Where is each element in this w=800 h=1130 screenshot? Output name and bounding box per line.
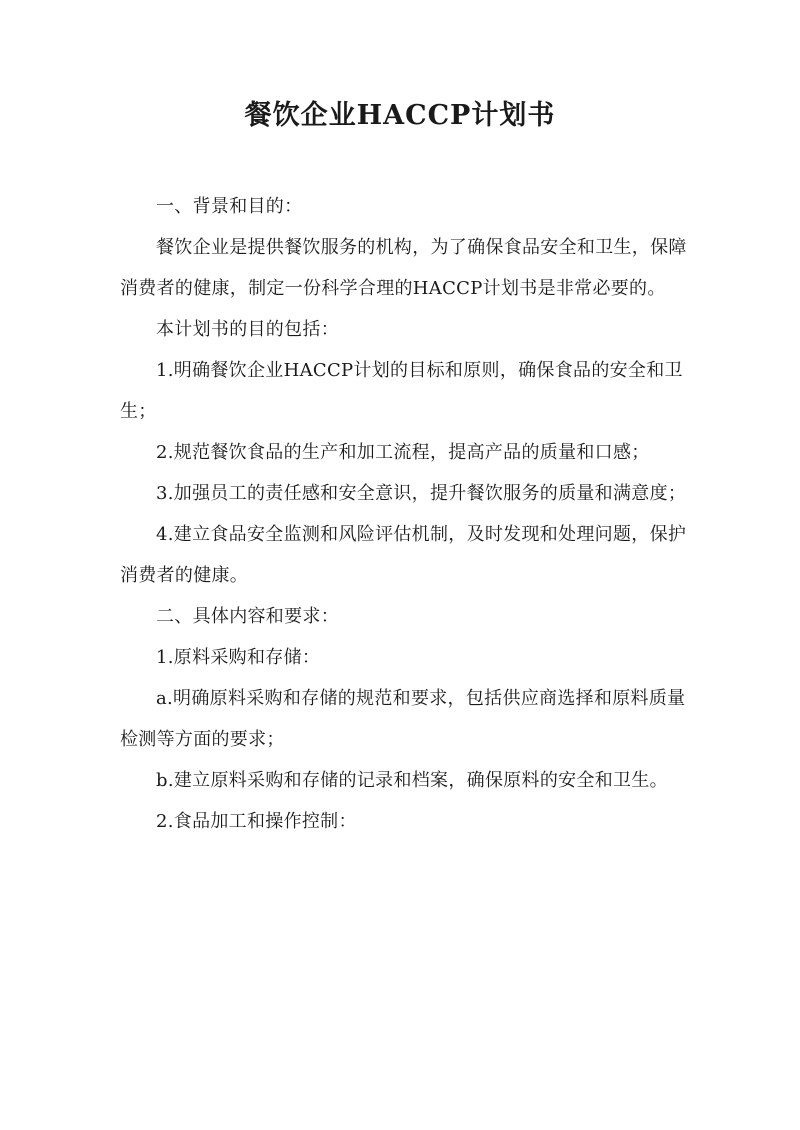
document-body bbox=[120, 186, 688, 842]
raw-materials-item-b: b.建立原料采购和存储的记录和档案，确保原料的安全和卫生。 bbox=[156, 770, 668, 791]
purpose-item-3: 3.加强员工的责任感和安全意识，提升餐饮服务的质量和满意度； bbox=[156, 483, 687, 504]
paragraph-purpose-lead: 本计划书的目的包括： bbox=[156, 319, 339, 340]
section-heading-background: 一、背景和目的： bbox=[156, 196, 303, 217]
subsection-heading-raw-materials: 1.原料采购和存储： bbox=[156, 647, 321, 668]
document-title: 餐饮企业HACCP计划书 bbox=[244, 100, 556, 131]
purpose-item-2: 2.规范餐饮食品的生产和加工流程，提高产品的质量和口感； bbox=[156, 442, 650, 463]
subsection-heading-processing: 2.食品加工和操作控制： bbox=[156, 811, 357, 832]
raw-materials-item-a: a.明确原料采购和存储的规范和要求，包括供应商选择和原料质量检测等方面的要求； bbox=[120, 688, 686, 750]
purpose-item-4: 4.建立食品安全监测和风险评估机制，及时发现和处理问题，保护消费者的健康。 bbox=[120, 524, 687, 586]
section-heading-requirements: 二、具体内容和要求： bbox=[156, 606, 339, 627]
paragraph-intro: 餐饮企业是提供餐饮服务的机构，为了确保食品安全和卫生，保障消费者的健康，制定一份科学合理的HACCP计划书是非常必要的。 bbox=[120, 237, 687, 299]
purpose-item-1: 1.明确餐饮企业HACCP计划的目标和原则，确保食品的安全和卫生； bbox=[120, 360, 683, 422]
